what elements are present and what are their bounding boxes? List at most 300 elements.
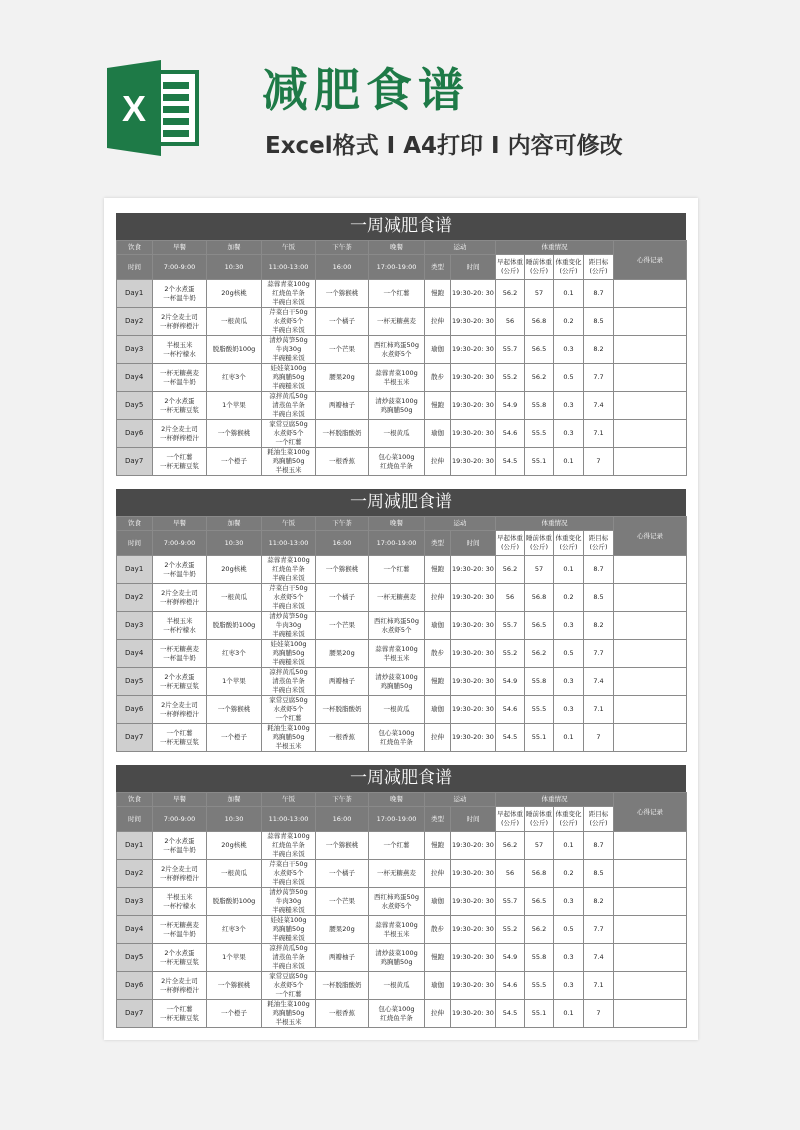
col-header: 运动: [425, 517, 496, 531]
cell-breakfast: 一个红薯 一杯无糖豆浆: [153, 724, 207, 752]
cell-breakfast: 一个红薯 一杯无糖豆浆: [153, 448, 207, 476]
cell-time: 19:30-20: 30: [451, 1000, 496, 1028]
sub-header: 体重变化 (公斤): [554, 255, 584, 280]
table-row: [117, 860, 687, 888]
col-header: 加餐: [207, 793, 262, 807]
cell-breakfast: 2片全麦土司 一杯鲜榨橙汁: [153, 972, 207, 1000]
day-cell: Day7: [117, 724, 153, 752]
cell-tea: 一杯脱脂酸奶: [316, 972, 369, 1000]
cell-w1: 56: [496, 860, 525, 888]
cell-tea: 一根香蕉: [316, 1000, 369, 1028]
cell-dinner: 包心菜100g 红烧鱼半条: [369, 724, 425, 752]
cell-notes[interactable]: [614, 724, 687, 752]
cell-w3: 0.5: [554, 916, 584, 944]
sub-header: 时间: [117, 255, 153, 280]
cell-breakfast: 2片全麦土司 一杯鲜榨橙汁: [153, 696, 207, 724]
sub-header: 7:00-9:00: [153, 531, 207, 556]
cell-notes[interactable]: [614, 420, 687, 448]
sub-header: 距目标 (公斤): [584, 807, 614, 832]
cell-lunch: 凉拌黄瓜50g 清蒸鱼半条 半碗白米饭: [262, 944, 316, 972]
cell-snack: 1个苹果: [207, 392, 262, 420]
sub-header: 17:00-19:00: [369, 255, 425, 280]
cell-dinner: 包心菜100g 红烧鱼半条: [369, 1000, 425, 1028]
sub-header: 类型: [425, 255, 451, 280]
cell-w3: 0.3: [554, 944, 584, 972]
cell-w3: 0.3: [554, 336, 584, 364]
sub-header: 时间: [117, 807, 153, 832]
cell-dinner: 一杯无糖燕麦: [369, 584, 425, 612]
page-header: [0, 0, 800, 190]
cell-tea: 腰果20g: [316, 364, 369, 392]
cell-type: 瑜伽: [425, 612, 451, 640]
cell-type: 瑜伽: [425, 888, 451, 916]
table-row: [117, 308, 687, 336]
cell-snack: 一个橙子: [207, 724, 262, 752]
cell-dinner: 西红柿鸡蛋50g 水煮虾5个: [369, 612, 425, 640]
cell-notes[interactable]: [614, 308, 687, 336]
cell-notes[interactable]: [614, 916, 687, 944]
cell-w4: 8.2: [584, 888, 614, 916]
cell-w1: 54.9: [496, 392, 525, 420]
cell-notes[interactable]: [614, 556, 687, 584]
cell-dinner: 一杯无糖燕麦: [369, 308, 425, 336]
cell-w3: 0.5: [554, 364, 584, 392]
cell-type: 瑜伽: [425, 420, 451, 448]
cell-w3: 0.1: [554, 448, 584, 476]
cell-dinner: 蒜蓉青菜100g 半根玉米: [369, 916, 425, 944]
excel-letter: X: [121, 88, 147, 129]
sub-header: 11:00-13:00: [262, 255, 316, 280]
diet-table: [116, 240, 687, 476]
sub-header: 17:00-19:00: [369, 531, 425, 556]
cell-snack: 一个猕猴桃: [207, 420, 262, 448]
sub-header: 时间: [451, 531, 496, 556]
cell-w2: 56.8: [525, 308, 554, 336]
day-cell: Day5: [117, 944, 153, 972]
cell-type: 散步: [425, 916, 451, 944]
cell-w1: 55.2: [496, 916, 525, 944]
cell-w2: 56.5: [525, 612, 554, 640]
cell-w1: 54.6: [496, 972, 525, 1000]
cell-w3: 0.3: [554, 696, 584, 724]
cell-snack: 一个橙子: [207, 448, 262, 476]
cell-time: 19:30-20: 30: [451, 860, 496, 888]
cell-tea: 一个芒果: [316, 888, 369, 916]
day-cell: Day6: [117, 696, 153, 724]
cell-w2: 57: [525, 280, 554, 308]
sub-header: 17:00-19:00: [369, 807, 425, 832]
cell-type: 散步: [425, 640, 451, 668]
cell-tea: 一杯脱脂酸奶: [316, 420, 369, 448]
cell-tea: 一个猕猴桃: [316, 832, 369, 860]
cell-w1: 55.2: [496, 640, 525, 668]
table-row: [117, 420, 687, 448]
col-header: 早餐: [153, 517, 207, 531]
cell-breakfast: 2个水煮蛋 一杯无糖豆浆: [153, 668, 207, 696]
table-row: [117, 556, 687, 584]
cell-w2: 56.5: [525, 336, 554, 364]
cell-type: 瑜伽: [425, 972, 451, 1000]
cell-w3: 0.1: [554, 724, 584, 752]
cell-w3: 0.2: [554, 308, 584, 336]
day-cell: Day2: [117, 860, 153, 888]
cell-snack: 脱脂酸奶100g: [207, 336, 262, 364]
cell-w4: 7.4: [584, 944, 614, 972]
cell-time: 19:30-20: 30: [451, 612, 496, 640]
table-row: [117, 696, 687, 724]
cell-w1: 55.7: [496, 612, 525, 640]
col-header: 下午茶: [316, 517, 369, 531]
cell-notes[interactable]: [614, 668, 687, 696]
day-cell: Day3: [117, 336, 153, 364]
cell-tea: 一个猕猴桃: [316, 556, 369, 584]
cell-breakfast: 2片全麦土司 一杯鲜榨橙汁: [153, 420, 207, 448]
cell-w2: 56.2: [525, 640, 554, 668]
cell-w3: 0.1: [554, 832, 584, 860]
cell-lunch: 芹菜白干50g 水煮虾5个 半碗白米饭: [262, 584, 316, 612]
cell-breakfast: 半根玉米 一杯柠檬水: [153, 888, 207, 916]
cell-w2: 55.5: [525, 696, 554, 724]
cell-snack: 一根黄瓜: [207, 584, 262, 612]
sub-header: 11:00-13:00: [262, 807, 316, 832]
day-cell: Day1: [117, 280, 153, 308]
cell-time: 19:30-20: 30: [451, 392, 496, 420]
cell-w2: 55.1: [525, 724, 554, 752]
cell-type: 慢跑: [425, 392, 451, 420]
cell-w4: 7: [584, 1000, 614, 1028]
cell-notes[interactable]: [614, 832, 687, 860]
day-cell: Day4: [117, 640, 153, 668]
cell-w2: 57: [525, 832, 554, 860]
cell-time: 19:30-20: 30: [451, 556, 496, 584]
table-row: [117, 584, 687, 612]
cell-breakfast: 2片全麦土司 一杯鲜榨橙汁: [153, 308, 207, 336]
cell-dinner: 蒜蓉青菜100g 半根玉米: [369, 364, 425, 392]
cell-w4: 7.7: [584, 364, 614, 392]
cell-w4: 7.4: [584, 668, 614, 696]
cell-w1: 56: [496, 308, 525, 336]
table-row: [117, 888, 687, 916]
page-subtitle: Excel格式 I A4打印 I 内容可修改: [265, 133, 623, 159]
table-row: [117, 1000, 687, 1028]
cell-time: 19:30-20: 30: [451, 972, 496, 1000]
cell-snack: 脱脂酸奶100g: [207, 612, 262, 640]
cell-w3: 0.2: [554, 860, 584, 888]
cell-tea: 两瓣柚子: [316, 668, 369, 696]
cell-lunch: 蒜蓉青菜100g 红烧鱼半条 半碗白米饭: [262, 280, 316, 308]
cell-w4: 7.4: [584, 392, 614, 420]
cell-dinner: 一个红薯: [369, 280, 425, 308]
cell-snack: 红枣3个: [207, 640, 262, 668]
cell-w1: 56.2: [496, 280, 525, 308]
col-header: 早餐: [153, 793, 207, 807]
cell-notes[interactable]: [614, 336, 687, 364]
cell-breakfast: 一个红薯 一杯无糖豆浆: [153, 1000, 207, 1028]
cell-tea: 一个芒果: [316, 336, 369, 364]
diet-table: [116, 792, 687, 1028]
cell-breakfast: 2个水煮蛋 一杯无糖豆浆: [153, 392, 207, 420]
day-cell: Day5: [117, 392, 153, 420]
cell-time: 19:30-20: 30: [451, 696, 496, 724]
cell-w3: 0.3: [554, 972, 584, 1000]
cell-lunch: 娃娃菜100g 鸡胸脯50g 半碗糙米饭: [262, 640, 316, 668]
cell-w3: 0.3: [554, 392, 584, 420]
cell-w1: 56.2: [496, 832, 525, 860]
col-header: 体重情况: [496, 241, 614, 255]
cell-tea: 一杯脱脂酸奶: [316, 696, 369, 724]
cell-snack: 一个橙子: [207, 1000, 262, 1028]
cell-breakfast: 2个水煮蛋 一杯温牛奶: [153, 832, 207, 860]
cell-dinner: 西红柿鸡蛋50g 水煮虾5个: [369, 336, 425, 364]
diet-sheet-1: [116, 213, 686, 476]
cell-time: 19:30-20: 30: [451, 724, 496, 752]
cell-lunch: 娃娃菜100g 鸡胸脯50g 半碗糙米饭: [262, 364, 316, 392]
sub-header: 睡前体重 (公斤): [525, 531, 554, 556]
table-row: [117, 392, 687, 420]
sub-header: 体重变化 (公斤): [554, 807, 584, 832]
cell-notes[interactable]: [614, 972, 687, 1000]
sub-header: 早起体重 (公斤): [496, 807, 525, 832]
day-cell: Day1: [117, 556, 153, 584]
day-cell: Day5: [117, 668, 153, 696]
cell-dinner: 一杯无糖燕麦: [369, 860, 425, 888]
cell-w2: 56.2: [525, 916, 554, 944]
cell-w1: 54.5: [496, 724, 525, 752]
cell-w3: 0.1: [554, 556, 584, 584]
cell-lunch: 清炒莴笋50g 牛肉30g 半碗糙米饭: [262, 888, 316, 916]
sub-header: 10:30: [207, 531, 262, 556]
cell-w2: 56.8: [525, 860, 554, 888]
cell-tea: 腰果20g: [316, 640, 369, 668]
cell-w4: 8.5: [584, 860, 614, 888]
day-cell: Day2: [117, 584, 153, 612]
col-header: 下午茶: [316, 793, 369, 807]
cell-w3: 0.3: [554, 612, 584, 640]
cell-w2: 56.5: [525, 888, 554, 916]
cell-w2: 55.1: [525, 448, 554, 476]
day-cell: Day3: [117, 888, 153, 916]
day-cell: Day4: [117, 916, 153, 944]
cell-notes[interactable]: [614, 888, 687, 916]
cell-w4: 8.7: [584, 556, 614, 584]
table-row: [117, 668, 687, 696]
cell-type: 瑜伽: [425, 696, 451, 724]
col-header: 午饭: [262, 517, 316, 531]
cell-lunch: 家常豆腐50g 水煮虾5个 一个红薯: [262, 972, 316, 1000]
sub-header: 16:00: [316, 807, 369, 832]
col-header: 晚餐: [369, 517, 425, 531]
cell-w4: 7.7: [584, 916, 614, 944]
col-header: 晚餐: [369, 241, 425, 255]
cell-notes[interactable]: [614, 584, 687, 612]
cell-w1: 56: [496, 584, 525, 612]
col-header: 下午茶: [316, 241, 369, 255]
cell-type: 慢跑: [425, 668, 451, 696]
cell-dinner: 西红柿鸡蛋50g 水煮虾5个: [369, 888, 425, 916]
cell-notes[interactable]: [614, 364, 687, 392]
cell-lunch: 芹菜白干50g 水煮虾5个 半碗白米饭: [262, 308, 316, 336]
col-header: 饮食: [117, 793, 153, 807]
cell-w3: 0.3: [554, 668, 584, 696]
cell-notes[interactable]: [614, 944, 687, 972]
cell-type: 拉伸: [425, 448, 451, 476]
col-header: 运动: [425, 793, 496, 807]
cell-w1: 55.2: [496, 364, 525, 392]
sheet-title: 一周减肥食谱: [116, 489, 686, 516]
cell-notes[interactable]: [614, 280, 687, 308]
cell-tea: 一根香蕉: [316, 724, 369, 752]
cell-time: 19:30-20: 30: [451, 916, 496, 944]
cell-lunch: 凉拌黄瓜50g 清蒸鱼半条 半碗白米饭: [262, 668, 316, 696]
cell-type: 拉伸: [425, 584, 451, 612]
sub-header: 睡前体重 (公斤): [525, 255, 554, 280]
table-row: [117, 612, 687, 640]
cell-breakfast: 2个水煮蛋 一杯温牛奶: [153, 280, 207, 308]
cell-breakfast: 2片全麦土司 一杯鲜榨橙汁: [153, 860, 207, 888]
cell-w2: 57: [525, 556, 554, 584]
day-cell: Day6: [117, 972, 153, 1000]
col-header-notes: 心得记录: [614, 241, 687, 280]
col-header-notes: 心得记录: [614, 793, 687, 832]
cell-w4: 7.7: [584, 640, 614, 668]
cell-w1: 56.2: [496, 556, 525, 584]
sub-header: 类型: [425, 807, 451, 832]
col-header: 饮食: [117, 517, 153, 531]
table-row: [117, 448, 687, 476]
cell-tea: 腰果20g: [316, 916, 369, 944]
cell-w4: 8.5: [584, 584, 614, 612]
cell-dinner: 一根黄瓜: [369, 420, 425, 448]
col-header: 加餐: [207, 241, 262, 255]
cell-time: 19:30-20: 30: [451, 832, 496, 860]
cell-w3: 0.1: [554, 280, 584, 308]
cell-w2: 55.8: [525, 392, 554, 420]
cell-dinner: 一个红薯: [369, 556, 425, 584]
table-row: [117, 364, 687, 392]
cell-tea: 两瓣柚子: [316, 944, 369, 972]
cell-tea: 一根香蕉: [316, 448, 369, 476]
cell-breakfast: 一杯无糖燕麦 一杯温牛奶: [153, 364, 207, 392]
col-header: 饮食: [117, 241, 153, 255]
cell-w1: 55.7: [496, 336, 525, 364]
cell-w4: 7: [584, 724, 614, 752]
cell-snack: 一个猕猴桃: [207, 696, 262, 724]
cell-breakfast: 半根玉米 一杯柠檬水: [153, 336, 207, 364]
cell-notes[interactable]: [614, 860, 687, 888]
cell-type: 慢跑: [425, 556, 451, 584]
cell-notes[interactable]: [614, 448, 687, 476]
cell-breakfast: 2个水煮蛋 一杯无糖豆浆: [153, 944, 207, 972]
cell-w3: 0.2: [554, 584, 584, 612]
cell-snack: 1个苹果: [207, 944, 262, 972]
cell-snack: 一根黄瓜: [207, 860, 262, 888]
cell-dinner: 清炒菠菜100g 鸡胸脯50g: [369, 668, 425, 696]
cell-dinner: 一根黄瓜: [369, 972, 425, 1000]
cell-w3: 0.3: [554, 888, 584, 916]
cell-tea: 一个猕猴桃: [316, 280, 369, 308]
cell-notes[interactable]: [614, 696, 687, 724]
col-header: 午饭: [262, 793, 316, 807]
cell-w2: 56.8: [525, 584, 554, 612]
cell-w1: 54.6: [496, 420, 525, 448]
cell-w2: 55.5: [525, 972, 554, 1000]
cell-w4: 8.2: [584, 336, 614, 364]
cell-dinner: 包心菜100g 红烧鱼半条: [369, 448, 425, 476]
document-page: [104, 198, 698, 1040]
cell-time: 19:30-20: 30: [451, 448, 496, 476]
cell-w1: 54.9: [496, 668, 525, 696]
sub-header: 早起体重 (公斤): [496, 531, 525, 556]
sub-header: 距目标 (公斤): [584, 255, 614, 280]
cell-notes[interactable]: [614, 1000, 687, 1028]
col-header: 早餐: [153, 241, 207, 255]
cell-type: 瑜伽: [425, 336, 451, 364]
sheet-title: 一周减肥食谱: [116, 213, 686, 240]
cell-w3: 0.1: [554, 1000, 584, 1028]
cell-time: 19:30-20: 30: [451, 364, 496, 392]
cell-snack: 20g核桃: [207, 832, 262, 860]
cell-snack: 20g核桃: [207, 280, 262, 308]
cell-snack: 红枣3个: [207, 364, 262, 392]
cell-w4: 8.5: [584, 308, 614, 336]
sub-header: 时间: [451, 807, 496, 832]
cell-tea: 一个橘子: [316, 584, 369, 612]
page-title: 减肥食谱: [262, 63, 470, 117]
cell-breakfast: 一杯无糖燕麦 一杯温牛奶: [153, 640, 207, 668]
cell-w1: 54.5: [496, 448, 525, 476]
cell-w2: 55.1: [525, 1000, 554, 1028]
cell-time: 19:30-20: 30: [451, 640, 496, 668]
cell-lunch: 耗油生菜100g 鸡胸脯50g 半根玉米: [262, 1000, 316, 1028]
cell-w2: 56.2: [525, 364, 554, 392]
day-cell: Day7: [117, 448, 153, 476]
cell-time: 19:30-20: 30: [451, 280, 496, 308]
cell-dinner: 清炒菠菜100g 鸡胸脯50g: [369, 944, 425, 972]
cell-notes[interactable]: [614, 392, 687, 420]
col-header: 体重情况: [496, 793, 614, 807]
cell-snack: 脱脂酸奶100g: [207, 888, 262, 916]
cell-w1: 54.5: [496, 1000, 525, 1028]
cell-w4: 7.1: [584, 420, 614, 448]
table-row: [117, 336, 687, 364]
table-row: [117, 944, 687, 972]
sub-header: 11:00-13:00: [262, 531, 316, 556]
cell-notes[interactable]: [614, 640, 687, 668]
cell-breakfast: 一杯无糖燕麦 一杯温牛奶: [153, 916, 207, 944]
cell-w1: 55.7: [496, 888, 525, 916]
day-cell: Day1: [117, 832, 153, 860]
cell-w4: 8.7: [584, 832, 614, 860]
cell-time: 19:30-20: 30: [451, 336, 496, 364]
cell-notes[interactable]: [614, 612, 687, 640]
col-header-notes: 心得记录: [614, 517, 687, 556]
cell-dinner: 一根黄瓜: [369, 696, 425, 724]
cell-type: 拉伸: [425, 724, 451, 752]
cell-lunch: 蒜蓉青菜100g 红烧鱼半条 半碗白米饭: [262, 556, 316, 584]
cell-time: 19:30-20: 30: [451, 888, 496, 916]
cell-breakfast: 半根玉米 一杯柠檬水: [153, 612, 207, 640]
cell-time: 19:30-20: 30: [451, 584, 496, 612]
cell-dinner: 一个红薯: [369, 832, 425, 860]
sub-header: 体重变化 (公斤): [554, 531, 584, 556]
diet-sheet-2: [116, 489, 686, 752]
cell-type: 慢跑: [425, 944, 451, 972]
cell-snack: 一根黄瓜: [207, 308, 262, 336]
cell-snack: 20g核桃: [207, 556, 262, 584]
cell-w4: 7: [584, 448, 614, 476]
sub-header: 10:30: [207, 807, 262, 832]
cell-lunch: 清炒莴笋50g 牛肉30g 半碗糙米饭: [262, 336, 316, 364]
